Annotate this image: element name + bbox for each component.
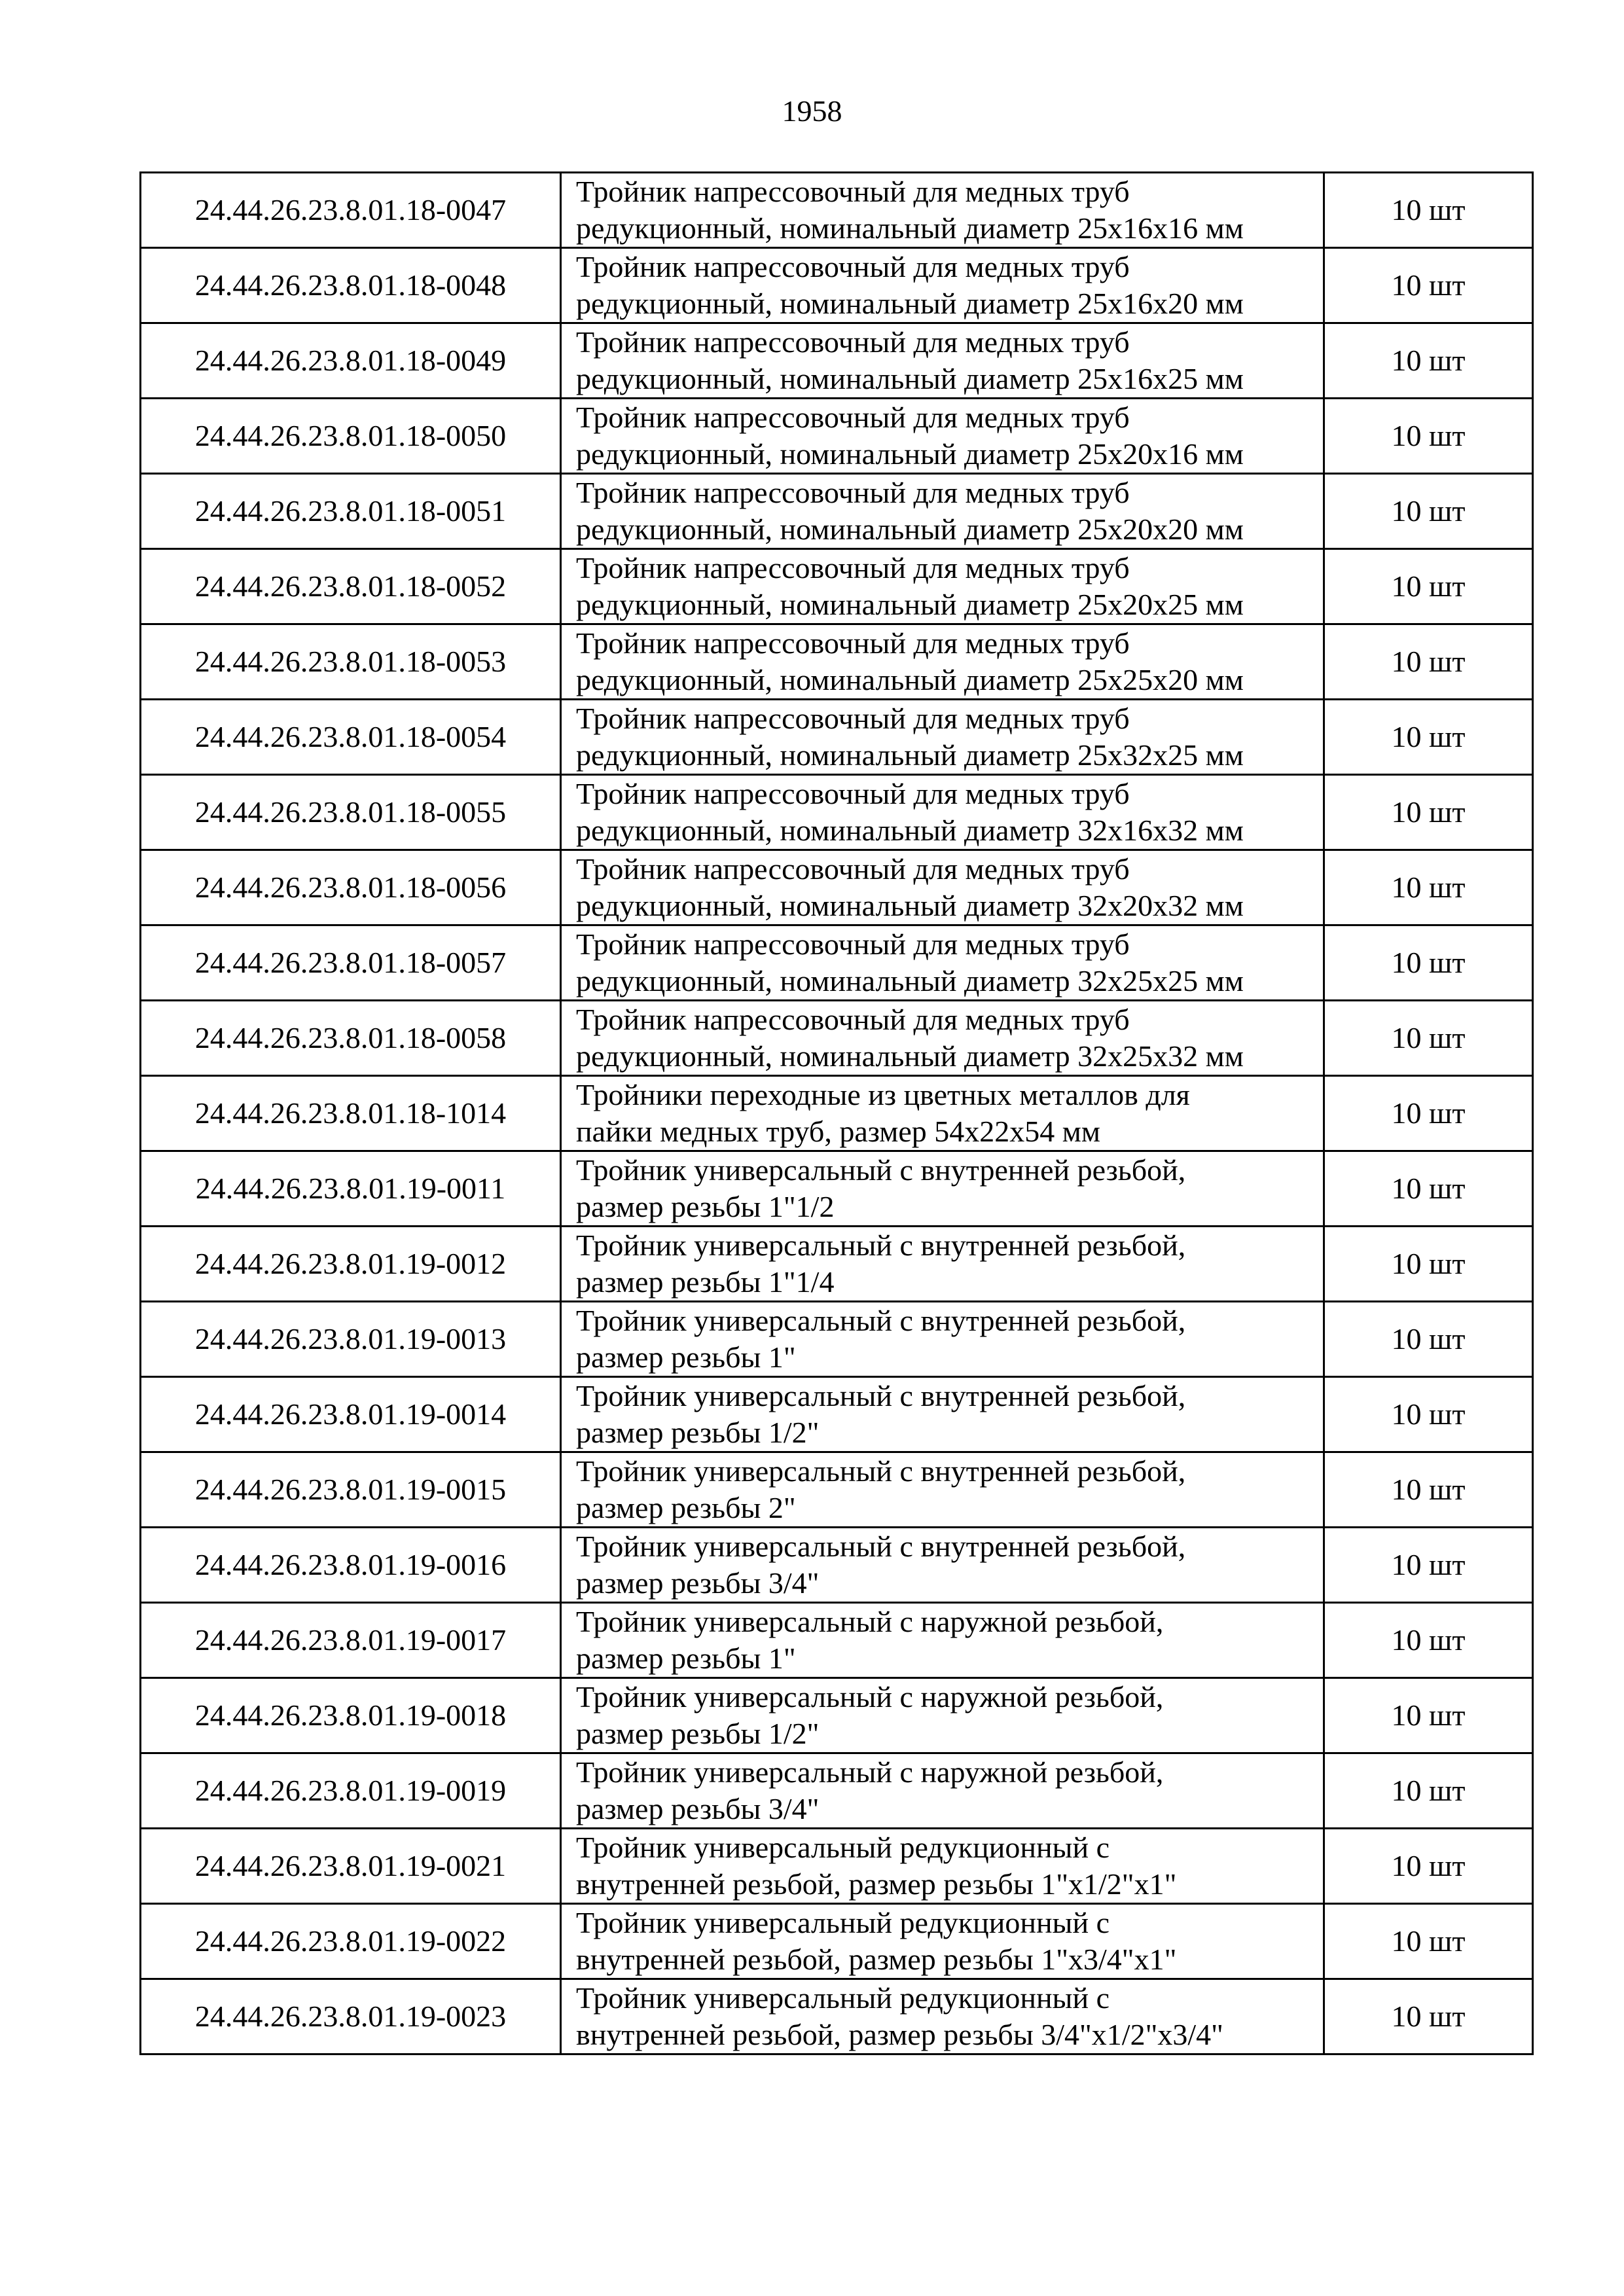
item-description-line: Тройник напрессовочный для медных труб: [576, 852, 1130, 886]
item-quantity: 10 шт: [1324, 173, 1533, 248]
item-code: 24.44.26.23.8.01.18-0055: [141, 775, 561, 850]
item-description: [561, 1904, 1324, 1979]
table-row: [141, 1603, 1533, 1678]
item-description-line: Тройник напрессовочный для медных труб: [576, 175, 1130, 208]
item-description-line: Тройник универсальный с внутренней резьбой,: [576, 1379, 1186, 1412]
items-table: [139, 171, 1534, 2055]
item-quantity: 10 шт: [1324, 1076, 1533, 1151]
item-code: 24.44.26.23.8.01.18-0050: [141, 399, 561, 474]
item-description-line: редукционный, номинальный диаметр 25x16x25 мм: [576, 362, 1244, 395]
table-row: [141, 474, 1533, 549]
table-row: [141, 1829, 1533, 1904]
table-row: [141, 1753, 1533, 1829]
item-quantity: 10 шт: [1324, 1001, 1533, 1076]
table-row: [141, 399, 1533, 474]
item-quantity: 10 шт: [1324, 549, 1533, 624]
item-description-line: Тройник напрессовочный для медных труб: [576, 927, 1130, 961]
item-description-line: Тройник напрессовочный для медных труб: [576, 1003, 1130, 1036]
item-description-line: Тройник напрессовочный для медных труб: [576, 626, 1130, 660]
item-description-line: Тройник универсальный с наружной резьбой,: [576, 1605, 1164, 1638]
item-quantity: 10 шт: [1324, 323, 1533, 399]
item-code: 24.44.26.23.8.01.18-0057: [141, 925, 561, 1001]
item-description-line: размер резьбы 1"1/4: [576, 1265, 835, 1299]
item-quantity: 10 шт: [1324, 850, 1533, 925]
table-row: [141, 248, 1533, 323]
item-quantity: 10 шт: [1324, 1377, 1533, 1452]
item-description-line: Тройник напрессовочный для медных труб: [576, 551, 1130, 584]
item-code: 24.44.26.23.8.01.18-0056: [141, 850, 561, 925]
item-description: [561, 700, 1324, 775]
table-row: [141, 1904, 1533, 1979]
item-code: 24.44.26.23.8.01.19-0018: [141, 1678, 561, 1753]
item-code: 24.44.26.23.8.01.19-0013: [141, 1302, 561, 1377]
table-row: [141, 323, 1533, 399]
item-quantity: 10 шт: [1324, 1603, 1533, 1678]
item-quantity: 10 шт: [1324, 248, 1533, 323]
table-row: [141, 173, 1533, 248]
table-row: [141, 1001, 1533, 1076]
item-code: 24.44.26.23.8.01.18-0058: [141, 1001, 561, 1076]
item-quantity: 10 шт: [1324, 1829, 1533, 1904]
item-quantity: 10 шт: [1324, 474, 1533, 549]
table-row: [141, 1302, 1533, 1377]
item-code: 24.44.26.23.8.01.18-0052: [141, 549, 561, 624]
item-description: [561, 1001, 1324, 1076]
item-description-line: размер резьбы 1/2": [576, 1416, 820, 1449]
item-quantity: 10 шт: [1324, 399, 1533, 474]
table-row: [141, 775, 1533, 850]
item-description-line: внутренней резьбой, размер резьбы 1"x1/2"x1": [576, 1867, 1177, 1901]
item-description: [561, 1528, 1324, 1603]
item-description-line: редукционный, номинальный диаметр 32x20x32 мм: [576, 889, 1244, 922]
item-code: 24.44.26.23.8.01.19-0021: [141, 1829, 561, 1904]
item-code: 24.44.26.23.8.01.19-0017: [141, 1603, 561, 1678]
item-description-line: редукционный, номинальный диаметр 25x32x25 мм: [576, 738, 1244, 772]
item-description-line: Тройник универсальный редукционный с: [576, 1981, 1110, 2015]
item-quantity: 10 шт: [1324, 1227, 1533, 1302]
item-description-line: редукционный, номинальный диаметр 25x16x16 мм: [576, 211, 1244, 245]
item-description-line: Тройник напрессовочный для медных труб: [576, 777, 1130, 810]
item-description-line: Тройник универсальный с внутренней резьбой,: [576, 1229, 1186, 1262]
table-row: [141, 1452, 1533, 1528]
item-code: 24.44.26.23.8.01.19-0016: [141, 1528, 561, 1603]
item-code: 24.44.26.23.8.01.19-0022: [141, 1904, 561, 1979]
item-description: [561, 248, 1324, 323]
item-description: [561, 925, 1324, 1001]
table-row: [141, 1678, 1533, 1753]
item-description-line: пайки медных труб, размер 54x22x54 мм: [576, 1115, 1101, 1148]
item-description-line: Тройник напрессовочный для медных труб: [576, 250, 1130, 283]
item-code: 24.44.26.23.8.01.19-0015: [141, 1452, 561, 1528]
item-description-line: размер резьбы 2": [576, 1491, 796, 1524]
table-row: [141, 1076, 1533, 1151]
item-code: 24.44.26.23.8.01.18-0053: [141, 624, 561, 700]
item-quantity: 10 шт: [1324, 1528, 1533, 1603]
item-description-line: размер резьбы 1": [576, 1340, 796, 1374]
item-description-line: Тройник универсальный с внутренней резьбой,: [576, 1530, 1186, 1563]
item-quantity: 10 шт: [1324, 1904, 1533, 1979]
item-quantity: 10 шт: [1324, 1678, 1533, 1753]
table-row: [141, 1377, 1533, 1452]
table-row: [141, 1979, 1533, 2054]
item-description: [561, 624, 1324, 700]
item-quantity: 10 шт: [1324, 925, 1533, 1001]
item-description: [561, 1979, 1324, 2054]
item-description: [561, 474, 1324, 549]
item-description-line: Тройник универсальный с внутренней резьбой,: [576, 1454, 1186, 1488]
item-description: [561, 1452, 1324, 1528]
item-description-line: редукционный, номинальный диаметр 25x20x16 мм: [576, 437, 1244, 471]
item-description-line: Тройник напрессовочный для медных труб: [576, 702, 1130, 735]
item-code: 24.44.26.23.8.01.18-0051: [141, 474, 561, 549]
table-row: [141, 1528, 1533, 1603]
items-table-body: [141, 173, 1533, 2054]
item-description-line: Тройник универсальный с наружной резьбой,: [576, 1755, 1164, 1789]
item-description: [561, 399, 1324, 474]
item-description-line: Тройник универсальный с наружной резьбой,: [576, 1680, 1164, 1713]
item-quantity: 10 шт: [1324, 700, 1533, 775]
item-description: [561, 775, 1324, 850]
item-quantity: 10 шт: [1324, 624, 1533, 700]
item-description: [561, 1829, 1324, 1904]
item-description-line: Тройник напрессовочный для медных труб: [576, 401, 1130, 434]
item-code: 24.44.26.23.8.01.18-0047: [141, 173, 561, 248]
table-row: [141, 850, 1533, 925]
item-description-line: размер резьбы 3/4": [576, 1792, 820, 1825]
item-code: 24.44.26.23.8.01.19-0019: [141, 1753, 561, 1829]
table-row: [141, 1151, 1533, 1227]
item-quantity: 10 шт: [1324, 775, 1533, 850]
item-description-line: редукционный, номинальный диаметр 32x16x32 мм: [576, 814, 1244, 847]
item-description-line: редукционный, номинальный диаметр 32x25x32 мм: [576, 1039, 1244, 1073]
item-description-line: размер резьбы 1": [576, 1641, 796, 1675]
item-description-line: размер резьбы 1/2": [576, 1717, 820, 1750]
item-description-line: редукционный, номинальный диаметр 25x20x25 мм: [576, 588, 1244, 621]
item-description: [561, 1151, 1324, 1227]
item-quantity: 10 шт: [1324, 1979, 1533, 2054]
item-description-line: редукционный, номинальный диаметр 32x25x25 мм: [576, 964, 1244, 997]
item-quantity: 10 шт: [1324, 1302, 1533, 1377]
item-description-line: размер резьбы 1"1/2: [576, 1190, 835, 1223]
table-row: [141, 624, 1533, 700]
item-description-line: Тройник универсальный с внутренней резьбой,: [576, 1153, 1186, 1187]
item-description-line: редукционный, номинальный диаметр 25x16x20 мм: [576, 287, 1244, 320]
item-description-line: Тройник универсальный редукционный с: [576, 1906, 1110, 1939]
item-description-line: Тройник универсальный редукционный с: [576, 1831, 1110, 1864]
page-number: 1958: [782, 94, 842, 128]
item-code: 24.44.26.23.8.01.18-0048: [141, 248, 561, 323]
item-code: 24.44.26.23.8.01.19-0012: [141, 1227, 561, 1302]
table-row: [141, 925, 1533, 1001]
item-description: [561, 549, 1324, 624]
item-description: [561, 1678, 1324, 1753]
item-description: [561, 323, 1324, 399]
item-description: [561, 173, 1324, 248]
item-description: [561, 1302, 1324, 1377]
item-description: [561, 850, 1324, 925]
item-code: 24.44.26.23.8.01.19-0011: [141, 1151, 561, 1227]
item-description: [561, 1753, 1324, 1829]
item-description: [561, 1076, 1324, 1151]
item-code: 24.44.26.23.8.01.18-0049: [141, 323, 561, 399]
item-code: 24.44.26.23.8.01.19-0014: [141, 1377, 561, 1452]
table-row: [141, 700, 1533, 775]
item-quantity: 10 шт: [1324, 1452, 1533, 1528]
table-row: [141, 549, 1533, 624]
item-description-line: Тройник напрессовочный для медных труб: [576, 325, 1130, 359]
item-quantity: 10 шт: [1324, 1753, 1533, 1829]
item-description-line: внутренней резьбой, размер резьбы 3/4"x1/2"x3/4": [576, 2018, 1223, 2051]
item-description: [561, 1227, 1324, 1302]
item-code: 24.44.26.23.8.01.18-1014: [141, 1076, 561, 1151]
item-description: [561, 1603, 1324, 1678]
item-quantity: 10 шт: [1324, 1151, 1533, 1227]
item-code: 24.44.26.23.8.01.19-0023: [141, 1979, 561, 2054]
item-description-line: Тройники переходные из цветных металлов для: [576, 1078, 1190, 1111]
item-description-line: редукционный, номинальный диаметр 25x25x20 мм: [576, 663, 1244, 696]
item-description: [561, 1377, 1324, 1452]
item-description-line: Тройник универсальный с внутренней резьбой,: [576, 1304, 1186, 1337]
item-description-line: размер резьбы 3/4": [576, 1566, 820, 1600]
item-description-line: Тройник напрессовочный для медных труб: [576, 476, 1130, 509]
table-row: [141, 1227, 1533, 1302]
item-description-line: редукционный, номинальный диаметр 25x20x20 мм: [576, 512, 1244, 546]
item-description-line: внутренней резьбой, размер резьбы 1"x3/4"x1": [576, 1943, 1177, 1976]
item-code: 24.44.26.23.8.01.18-0054: [141, 700, 561, 775]
